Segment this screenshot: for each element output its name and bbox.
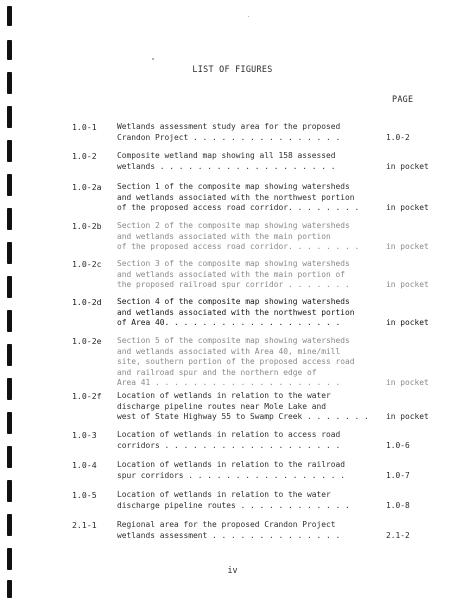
binding-mark	[7, 514, 12, 536]
figure-number: 1.0-2f	[72, 391, 102, 401]
figure-page: 1.0-7	[386, 470, 410, 480]
figure-number: 1.0-1	[72, 122, 97, 132]
figure-description: Section 4 of the composite map showing watersheds and wetlands associated with the northwest portion of Area 40. . . . . . . . . . . . . . . . . . .	[117, 297, 355, 328]
figure-description: Location of wetlands in relation to the water discharge pipeline routes . . . . . . . . . . . .	[117, 490, 350, 510]
figure-number: 1.0-2a	[72, 182, 102, 192]
page-title: LIST OF FIGURES	[192, 64, 273, 74]
binding-mark	[7, 40, 12, 60]
figure-page: 1.0-2	[386, 132, 410, 142]
figure-description: Section 3 of the composite map showing watersheds and wetlands associated with the main portion of the proposed railroad spur corridor . . . . . . .	[117, 259, 350, 290]
figure-description: Section 1 of the composite map showing watersheds and wetlands associated with the northwest portion of the proposed access road corridor. . . . . . . .	[117, 182, 360, 213]
figure-number: 1.0-2	[72, 151, 97, 161]
binding-mark	[7, 310, 12, 332]
binding-mark	[7, 140, 12, 162]
figure-page: in pocket	[386, 242, 429, 252]
figure-description: Composite wetland map showing all 158 assessed wetlands . . . . . . . . . . . . . . . . . . .	[117, 151, 336, 171]
figure-number: 1.0-2d	[72, 297, 102, 307]
figure-number: 1.0-2c	[72, 259, 102, 269]
binding-mark	[7, 378, 12, 400]
figure-page: in pocket	[386, 161, 429, 171]
figure-number: 2.1-1	[72, 520, 97, 530]
scan-speck	[152, 58, 154, 60]
binding-mark	[7, 174, 12, 196]
page-column-header: PAGE	[392, 94, 414, 104]
figure-page: in pocket	[386, 280, 429, 290]
binding-mark	[7, 412, 12, 434]
figure-page: 1.0-8	[386, 500, 410, 510]
figure-page: in pocket	[386, 203, 429, 213]
figure-description: Location of wetlands in relation to access road corridors . . . . . . . . . . . . . . . . . . .	[117, 430, 341, 450]
binding-mark	[7, 446, 12, 468]
figure-description: Wetlands assessment study area for the proposed Crandon Project . . . . . . . . . . . . . . . .	[117, 122, 341, 142]
figure-number: 1.0-3	[72, 430, 97, 440]
figure-page: in pocket	[386, 318, 429, 328]
figure-description: Section 2 of the composite map showing watersheds and wetlands associated with the main portion of the proposed access road corridor. . . . . . . .	[117, 221, 360, 252]
figure-description: Section 5 of the composite map showing watersheds and wetlands associated with Area 40, mine/mill site, southern portion of the proposed access road and railroad spur and the northern edge of Area 41 . . . . . . . . . . . . . . . . . . . .	[117, 336, 355, 388]
scan-speck	[248, 16, 249, 17]
figure-number: 1.0-5	[72, 490, 97, 500]
binding-mark	[7, 72, 12, 94]
binding-mark	[7, 242, 12, 264]
binding-mark	[7, 344, 12, 366]
figure-description: Regional area for the proposed Crandon Project wetlands assessment . . . . . . . . . . . . . .	[117, 520, 341, 540]
footer-page-number: iv	[227, 565, 238, 575]
binding-mark	[7, 580, 12, 598]
figure-number: 1.0-4	[72, 460, 97, 470]
binding-mark	[7, 106, 12, 128]
binding-mark	[7, 6, 12, 26]
figure-number: 1.0-2e	[72, 336, 102, 346]
figure-number: 1.0-2b	[72, 221, 102, 231]
figure-page: in pocket	[386, 378, 429, 388]
figure-page: in pocket	[386, 412, 429, 422]
figure-page: 2.1-2	[386, 530, 410, 540]
figure-description: Location of wetlands in relation to the railroad spur corridors . . . . . . . . . . . . . . . . .	[117, 460, 346, 480]
figure-description: Location of wetlands in relation to the water discharge pipeline routes near Mole Lake and west of State Highway 55 to Swamp Creek . . . . . . .	[117, 391, 369, 422]
binding-mark	[7, 208, 12, 230]
figure-page: 1.0-6	[386, 440, 410, 450]
binding-mark	[7, 276, 12, 298]
binding-mark	[7, 480, 12, 502]
